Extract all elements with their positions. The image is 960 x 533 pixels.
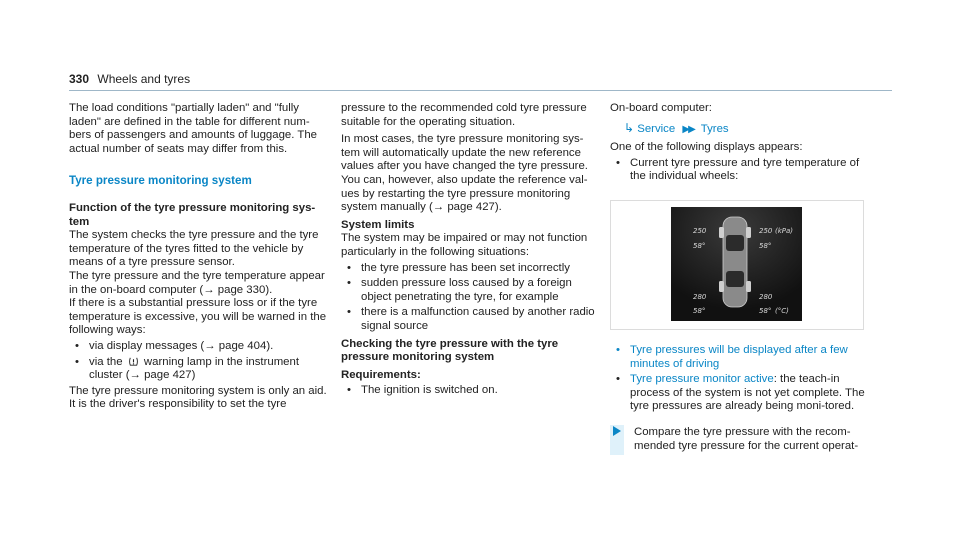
requirements-heading: Requirements:	[341, 368, 421, 381]
pressure-unit: (kPa)	[775, 226, 794, 235]
play-arrow-icon	[610, 425, 624, 455]
page-reference-link[interactable]: → page 427	[129, 369, 192, 382]
checking-heading: Checking the tyre pressure with the tyre pressure monitoring system	[341, 337, 559, 364]
list-item: • sudden pressure loss caused by a foreign object penetrating the tyre, for example	[341, 277, 599, 304]
rear-left-pressure: 280	[693, 292, 707, 301]
rear-left-temperature: 58°	[693, 306, 706, 315]
rear-right-temperature: 58°	[759, 306, 772, 315]
item-text: : the teach-in process of the system is not yet complete. The tyre pressures are already being moni-tored.	[630, 373, 865, 413]
function-paragraph-2	[69, 270, 327, 297]
step-text: Compare the tyre pressure with the recom-mended tyre pressure for the current operat-	[634, 425, 859, 452]
update-paragraph	[341, 133, 599, 215]
page-reference-link[interactable]: → page 427	[432, 201, 495, 214]
page-number: 330	[69, 72, 90, 86]
list-item	[69, 340, 327, 354]
list-item: • the tyre pressure has been set incorrectly	[341, 262, 599, 276]
limits-paragraph: The system may be impaired or may not function particularly in the following situations:	[341, 232, 588, 258]
paragraph-text: ).	[494, 201, 502, 214]
temperature-unit: (°C)	[775, 306, 789, 315]
continued-paragraph: pressure to the recommended cold tyre pressure suitable for the operating situation.	[341, 102, 587, 128]
page-section-title: Wheels and tyres	[97, 72, 191, 86]
instrument-display	[671, 207, 802, 321]
instruction-step	[610, 426, 872, 453]
list-item: • Tyre pressures will be displayed after a few minutes of driving	[610, 344, 872, 371]
item-text: via the	[89, 355, 123, 368]
menu-path	[624, 122, 872, 137]
list-item	[69, 356, 327, 383]
list-item: • there is a malfunction caused by another radio signal source	[341, 306, 599, 333]
return-arrow-icon: ↳	[624, 120, 635, 135]
function-heading: Function of the tyre pressure monitoring sys-tem	[69, 201, 316, 228]
limits-list	[341, 262, 599, 334]
column-left	[69, 102, 327, 412]
front-left-temperature: 58°	[693, 241, 706, 250]
item-text: )	[191, 369, 196, 382]
displays-intro: One of the following displays appears:	[610, 141, 803, 154]
item-text: warning lamp in the instrument cluster (	[89, 355, 300, 382]
item-text: ).	[266, 339, 274, 352]
paragraph-text: In most cases, the tyre pressure monitoring sys-tem will automatically update the new reference values after you have changed the tyre pressure. You can, however, also update the reference val-ues by restarting the tyre pressure monitoring system manually (	[341, 133, 588, 214]
page-reference-link[interactable]: → page 330	[203, 283, 266, 296]
page-reference-link[interactable]: → page 404	[204, 339, 267, 352]
item-text: via display messages (	[89, 339, 205, 352]
front-right-temperature: 58°	[759, 241, 772, 250]
display-messages-list	[610, 344, 872, 414]
section-title: Tyre pressure monitoring system	[69, 174, 252, 188]
menu-item-tyres[interactable]: Tyres	[700, 122, 729, 135]
function-paragraph-4: The tyre pressure monitoring system is only an aid. It is the driver's responsibility to set the tyre	[69, 384, 327, 411]
list-item	[610, 373, 872, 414]
front-left-pressure: 250	[693, 226, 707, 235]
message-link: Tyre pressure monitor active	[630, 373, 774, 386]
paragraph-text: ).	[265, 283, 273, 296]
function-paragraph-1: The system checks the tyre pressure and the tyre temperature of the tyres fitted to the vehicle by means of a tyre pressure sensor.	[69, 229, 319, 269]
menu-item-service[interactable]: Service	[637, 122, 676, 135]
limits-heading: System limits	[341, 218, 415, 231]
list-item: • The ignition is switched on.	[341, 384, 599, 398]
tyre-pressure-warning-icon	[128, 356, 139, 367]
onboard-label: On-board computer:	[610, 102, 712, 114]
paragraph-text: The tyre pressure and the tyre temperature appear in the on-board computer (	[69, 269, 325, 296]
column-right	[610, 102, 872, 453]
column-middle	[341, 102, 599, 400]
requirements-list	[341, 384, 599, 398]
displays-list	[610, 157, 872, 184]
front-right-pressure: 250	[759, 226, 773, 235]
intro-paragraph: The load conditions "partially laden" and "fully laden" are defined in the table for different num-bers of passengers and amounts of luggage. The actual number of seats may differ from this.	[69, 102, 318, 155]
tyre-display-figure	[610, 200, 864, 330]
page-header	[69, 72, 190, 86]
double-chevron-icon: ▶▶	[682, 123, 694, 135]
function-paragraph-3: If there is a substantial pressure loss or if the tyre temperature is excessive, you will be warned in the following ways:	[69, 297, 327, 337]
warning-methods-list	[69, 340, 327, 383]
rear-right-pressure: 280	[759, 292, 773, 301]
list-item: • Current tyre pressure and tyre temperature of the individual wheels:	[610, 157, 872, 184]
header-rule	[69, 90, 892, 91]
